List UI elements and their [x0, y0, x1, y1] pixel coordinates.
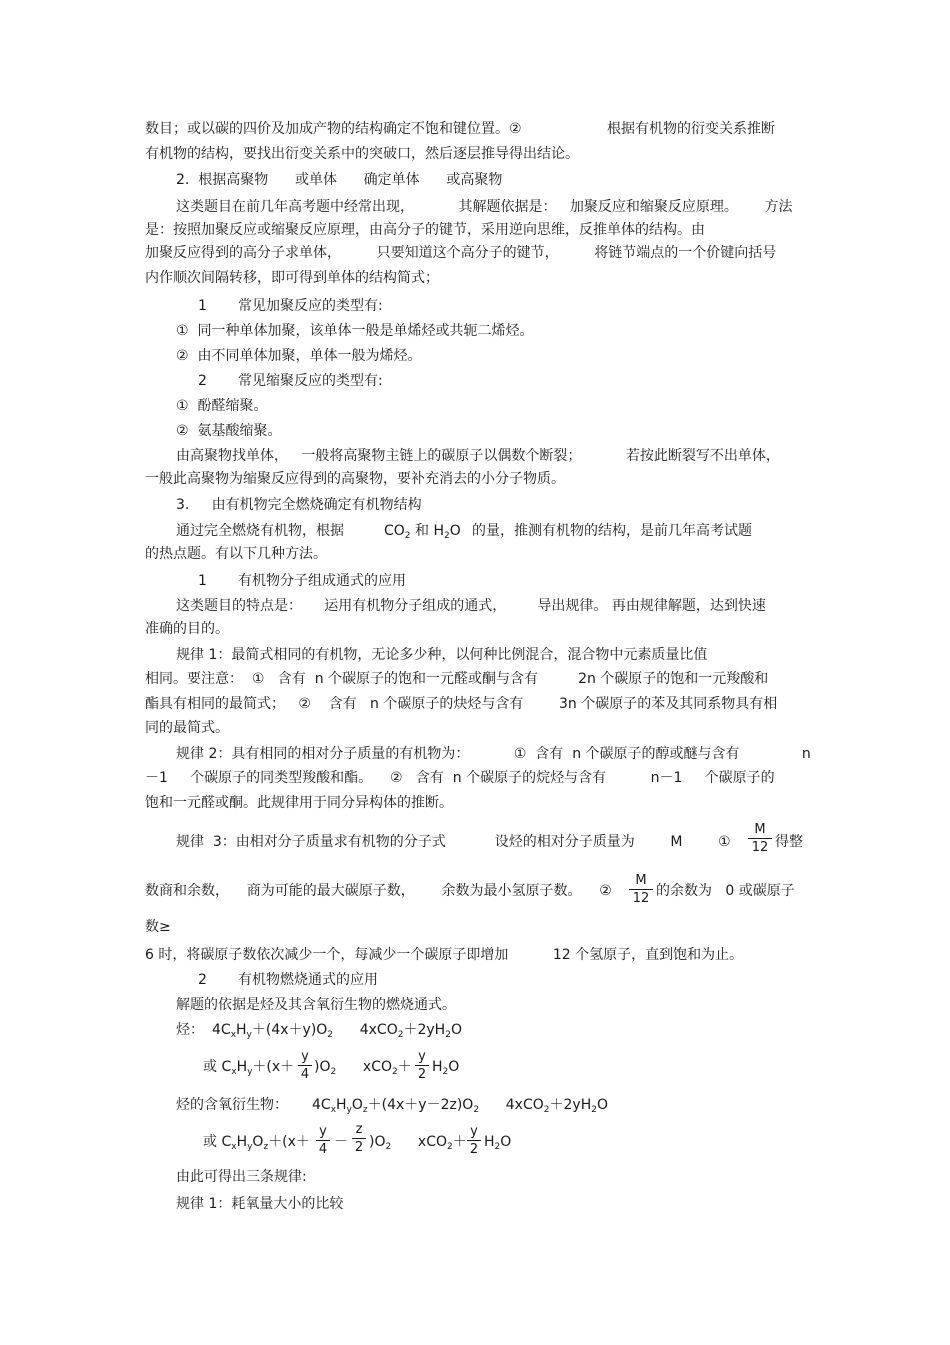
text-line: 内作顺次间隔转移，即可得到单体的结构简式；	[145, 270, 439, 286]
section-heading: 2. 根据高聚物 或单体 确定单体 或高聚物	[176, 172, 503, 188]
text-line: 这类题目的特点是： 运用有机物分子组成的通式， 导出规律。 再由规律解题，达到快速	[176, 598, 766, 614]
fraction-m-over-12: M 12	[629, 873, 653, 906]
combustion-equation: $4C_xH_yO_z+(4x+y-2z)O_2$ $4xCO_2+2yH_2O$	[312, 1097, 608, 1115]
combustion-equation: 或 $C_xH_yO_z+(x+$	[203, 1134, 310, 1152]
combustion-equation: 或 $C_xH_y+(x+$	[203, 1059, 295, 1077]
fraction-z-over-2: z 2	[352, 1122, 366, 1155]
text-line: 的量，推测有机物的结构，是前几年高考试题	[472, 523, 752, 539]
text-line: 这类题目在前几年高考题中经常出现， 其解题依据是： 加聚反应和缩聚反应原理。 方法	[176, 199, 793, 215]
section-heading: 3. 由有机物完全燃烧确定有机物结构	[176, 497, 422, 513]
text-line: 相同。要注意： ① 含有 n 个碳原子的饱和一元醛或酮与含有 2n 个碳原子的饱和一元羧酸和	[145, 671, 769, 687]
combustion-equation: $H_2O$	[484, 1134, 512, 1152]
text-line: 是：按照加聚反应或缩聚反应原理，由高分子的键节，采用逆向思维，反推单体的结构。由	[145, 222, 705, 238]
list-item: ② 氨基酸缩聚。	[176, 423, 282, 439]
fraction-y-over-2: y 2	[467, 1124, 481, 1157]
text-line: 规律 1：耗氧量大小的比较	[176, 1196, 344, 1212]
equation-label: 烃：	[176, 1022, 204, 1038]
subheading: 2 常见缩聚反应的类型有:	[198, 373, 383, 389]
list-item: ① 同一种单体加聚，该单体一般是单烯烃或共轭二烯烃。	[176, 323, 534, 339]
fraction-m-over-12: M 12	[748, 822, 772, 855]
text-line: 酯具有相同的最简式； ② 含有 n 个碳原子的炔烃与含有 3n 个碳原子的苯及其同系物具有相	[145, 696, 778, 712]
text-line: 规律 3：由相对分子质量求有机物的分子式 设烃的相对分子质量为 M ①	[176, 834, 731, 850]
equation-label: 烃的含氧衍生物：	[176, 1097, 288, 1113]
text-line: 一般此高聚物为缩聚反应得到的高聚物，要补充消去的小分子物质。	[145, 471, 565, 487]
fraction-y-over-4: y 4	[298, 1049, 312, 1082]
text-line: 有机物的结构，要找出衍变关系中的突破口，然后逐层推导得出结论。	[145, 146, 579, 162]
text-line: 由高聚物找单体， 一般将高聚物主链上的碳原子以偶数个断裂； 若按此断裂写不出单体，	[176, 448, 780, 464]
text-line: 数商和余数， 商为可能的最大碳原子数， 余数为最小氢原子数。 ②	[145, 883, 612, 899]
text-line: 的热点题。有以下几种方法。	[145, 546, 327, 562]
combustion-equation: )$O_2$ xCO$_2$＋	[314, 1059, 412, 1077]
text-line: 饱和一元醛或酮。此规律用于同分异构体的推断。	[145, 795, 453, 811]
subheading: 2 有机物燃烧通式的应用	[198, 972, 379, 988]
text-line: 数≥	[145, 919, 171, 935]
fraction-y-over-2: y 2	[415, 1049, 429, 1082]
text-line: 规律 2：具有相同的相对分子质量的有机物为： ① 含有 n 个碳原子的醇或醚与含有 n	[176, 746, 811, 762]
text-line: 由此可得出三条规律:	[176, 1169, 307, 1185]
combustion-equation: $H_2O$	[432, 1059, 460, 1077]
text-line: －1 个碳原子的同类型羧酸和酯。 ② 含有 n 个碳原子的烷烃与含有 n－1 个碳原子的	[145, 770, 775, 786]
subheading: 1 有机物分子组成通式的应用	[198, 573, 407, 589]
text-line: 同的最简式。	[145, 720, 229, 736]
combustion-equation: －	[334, 1134, 348, 1150]
fraction-y-over-4: y 4	[316, 1124, 330, 1157]
text-line: 通过完全燃烧有机物，根据	[176, 523, 344, 539]
combustion-equation: $4C_xH_y+(4x+y)O_2$ $4xCO_2+2yH_2O$	[212, 1022, 462, 1040]
list-item: ② 由不同单体加聚，单体一般为烯烃。	[176, 348, 422, 364]
list-item: ① 酚醛缩聚。	[176, 398, 268, 414]
combustion-equation: )$O_2$ xCO$_2$＋	[369, 1134, 467, 1152]
text-line: 解题的依据是烃及其含氧衍生物的燃烧通式。	[176, 997, 456, 1013]
text-line: 的余数为 0 或碳原子	[656, 883, 795, 899]
text-line: 根据有机物的衍变关系推断	[607, 121, 775, 137]
text-line: 得整	[775, 834, 803, 850]
text-line: 数目；或以碳的四价及加成产物的结构确定不饱和键位置。②	[145, 121, 522, 137]
text-line: 规律 1：最简式相同的有机物，无论多少种，以何种比例混合，混合物中元素质量比值	[176, 647, 708, 663]
text-line: 准确的目的。	[145, 621, 229, 637]
text-line: 6 时，将碳原子数依次减少一个，每减少一个碳原子即增加 12 个氢原子，直到饱和为止。	[145, 947, 744, 963]
formula-co2: $CO_2$ 和 $H_2O$	[384, 523, 461, 541]
text-line: 加聚反应得到的高分子求单体， 只要知道这个高分子的键节， 将链节端点的一个价键向括号	[145, 245, 777, 261]
subheading: 1 常见加聚反应的类型有:	[198, 298, 383, 314]
